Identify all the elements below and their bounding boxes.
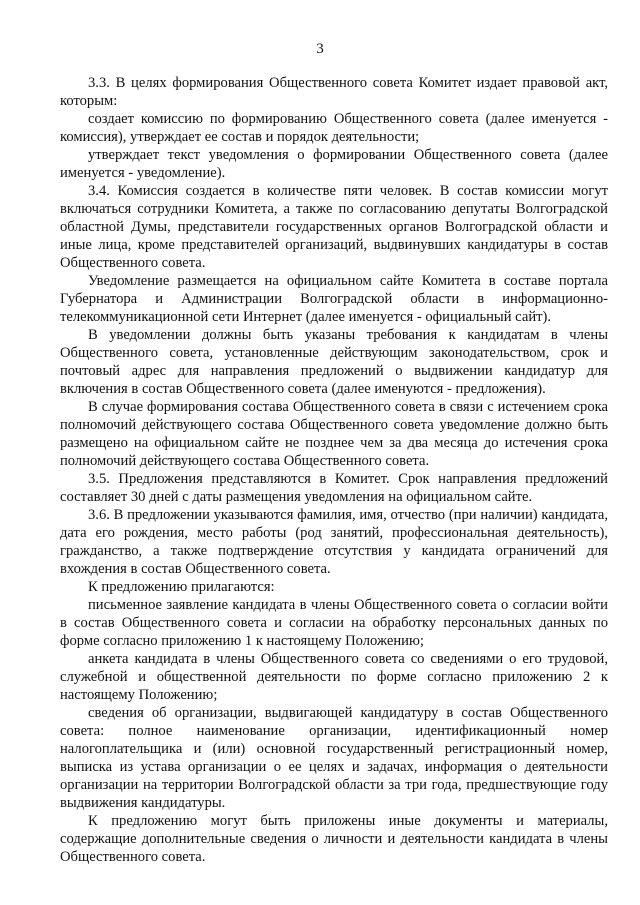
paragraph-3-4: 3.4. Комиссия создается в количестве пяти человек. В состав комиссии могут включаться сотрудники Комитета, а также по согласованию депутаты Волгоградской областной Думы, представители государственных органов Волгоградской области и иные лица, кроме представителей организаций, выдвинувших кандидатуры в состав Общественного совета.	[60, 183, 608, 271]
page-number: 3	[316, 41, 324, 57]
paragraph-written-statement: письменное заявление кандидата в члены Общественного совета о согласии войти в состав Общественного совета и согласии на обработку персональных данных по форме согласно приложению 1 к настоящему Положению;	[60, 597, 608, 649]
paragraph-other-documents: К предложению могут быть приложены иные документы и материалы, содержащие дополнительные сведения о личности и деятельности кандидата в члены Общественного совета.	[60, 813, 608, 865]
paragraph-attachments-intro: К предложению прилагаются:	[88, 579, 275, 595]
paragraph-create-commission: создает комиссию по формированию Общественного совета (далее именуется - комиссия), утверждает ее состав и порядок деятельности;	[60, 111, 608, 145]
paragraph-questionnaire: анкета кандидата в члены Общественного совета со сведениями о его трудовой, служебной и общественной деятельности по форме согласно приложению 2 к настоящему Положению;	[60, 651, 608, 703]
paragraph-approve-notice: утверждает текст уведомления о формировании Общественного совета (далее именуется - уведомление).	[60, 147, 608, 181]
paragraph-3-6: 3.6. В предложении указываются фамилия, имя, отчество (при наличии) кандидата, дата его рождения, место работы (род занятий, профессиональная деятельность), гражданство, а также подтверждение отсутствия у кандидата ограничений для вхождения в состав Общественного совета.	[60, 507, 608, 577]
paragraph-term-expiry: В случае формирования состава Общественного совета в связи с истечением срока полномочий действующего состава Общественного совета уведомление должно быть размещено на официальном сайте не позднее чем за два месяца до истечения срока полномочий действующего состава Общественного совета.	[60, 399, 608, 469]
paragraph-organization-info: сведения об организации, выдвигающей кандидатуру в состав Общественного совета: полное наименование организации, идентификационный номер налогоплательщика и (или) основной государственный регистрационный номер, выписка из устава организации о ее целях и задачах, информация о деятельности организации на территории Волгоградской области за три года, предшествующие году выдвижения кандидатуры.	[60, 705, 608, 811]
paragraph-notice-requirements: В уведомлении должны быть указаны требования к кандидатам в члены Общественного совета, установленные действующим законодательством, срок и почтовый адрес для направления предложений о выдвижении кандидатур для включения в состав Общественного совета (далее именуются - предложения).	[60, 327, 608, 397]
paragraph-notice-published: Уведомление размещается на официальном сайте Комитета в составе портала Губернатора и Администрации Волгоградской области в информационно-телекоммуникационной сети Интернет (далее именуется - официальный сайт).	[60, 273, 608, 325]
paragraph-3-5: 3.5. Предложения представляются в Комитет. Срок направления предложений составляет 30 дней с даты размещения уведомления на официальном сайте.	[60, 471, 608, 505]
paragraph-3-3: 3.3. В целях формирования Общественного совета Комитет издает правовой акт, которым:	[60, 75, 608, 109]
document-body	[60, 74, 608, 866]
